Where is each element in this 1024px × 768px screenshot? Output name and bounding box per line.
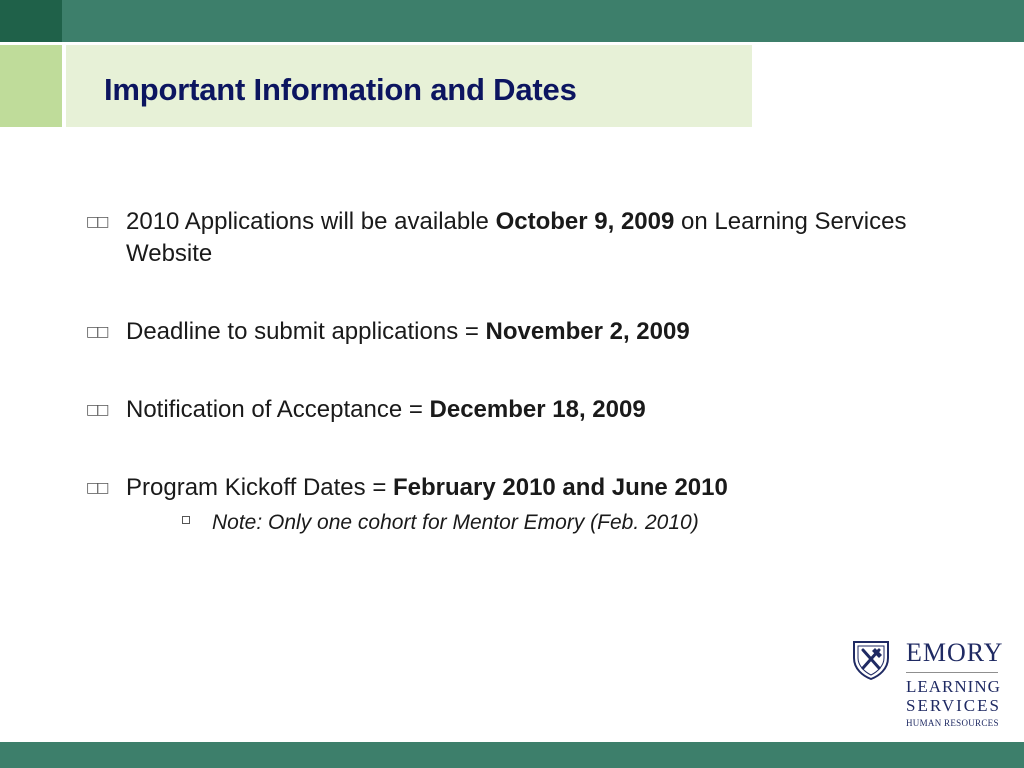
bullet-text: Notification of Acceptance = <box>126 396 430 423</box>
bullet-glyph-icon <box>86 401 106 419</box>
emory-logo <box>852 638 1002 733</box>
bullet-deadline <box>86 316 926 348</box>
bullet-notification <box>86 394 926 426</box>
square-bullet-icon <box>182 516 190 524</box>
sub-bullet-text: Note: Only one cohort for Mentor Emory (Feb. 2010) <box>212 511 699 534</box>
left-accent-block <box>0 45 62 127</box>
bullet-glyph-icon <box>86 323 106 341</box>
logo-services-text: SERVICES <box>906 696 1001 715</box>
bullet-date: February 2010 and June 2010 <box>393 474 728 501</box>
bullet-date: October 9, 2009 <box>495 208 675 235</box>
bullet-date: December 18, 2009 <box>429 396 646 423</box>
bullet-text-after: on Learning Services Website <box>126 208 907 267</box>
logo-learning-text: LEARNING <box>906 677 1001 696</box>
bullet-kickoff <box>86 472 926 538</box>
bullet-applications <box>86 206 926 270</box>
bullet-list <box>86 206 926 538</box>
top-left-square <box>0 0 62 42</box>
bullet-glyph-icon <box>86 479 106 497</box>
bullet-text: Deadline to submit applications = <box>126 318 486 345</box>
title-box <box>66 45 752 127</box>
logo-hr-text: HUMAN RESOURCES <box>906 718 999 728</box>
bullet-text: Program Kickoff Dates = <box>126 474 393 501</box>
bottom-band <box>0 742 1024 768</box>
sub-bullet-note <box>126 508 926 538</box>
logo-emory-text: EMORY <box>906 638 1004 667</box>
bullet-date: November 2, 2009 <box>485 318 690 345</box>
emory-shield-icon <box>852 638 890 680</box>
logo-divider <box>906 672 998 673</box>
bullet-text: 2010 Applications will be available <box>126 208 496 235</box>
slide-title: Important Information and Dates <box>104 72 577 107</box>
bullet-glyph-icon <box>86 213 106 231</box>
top-band <box>0 0 1024 42</box>
